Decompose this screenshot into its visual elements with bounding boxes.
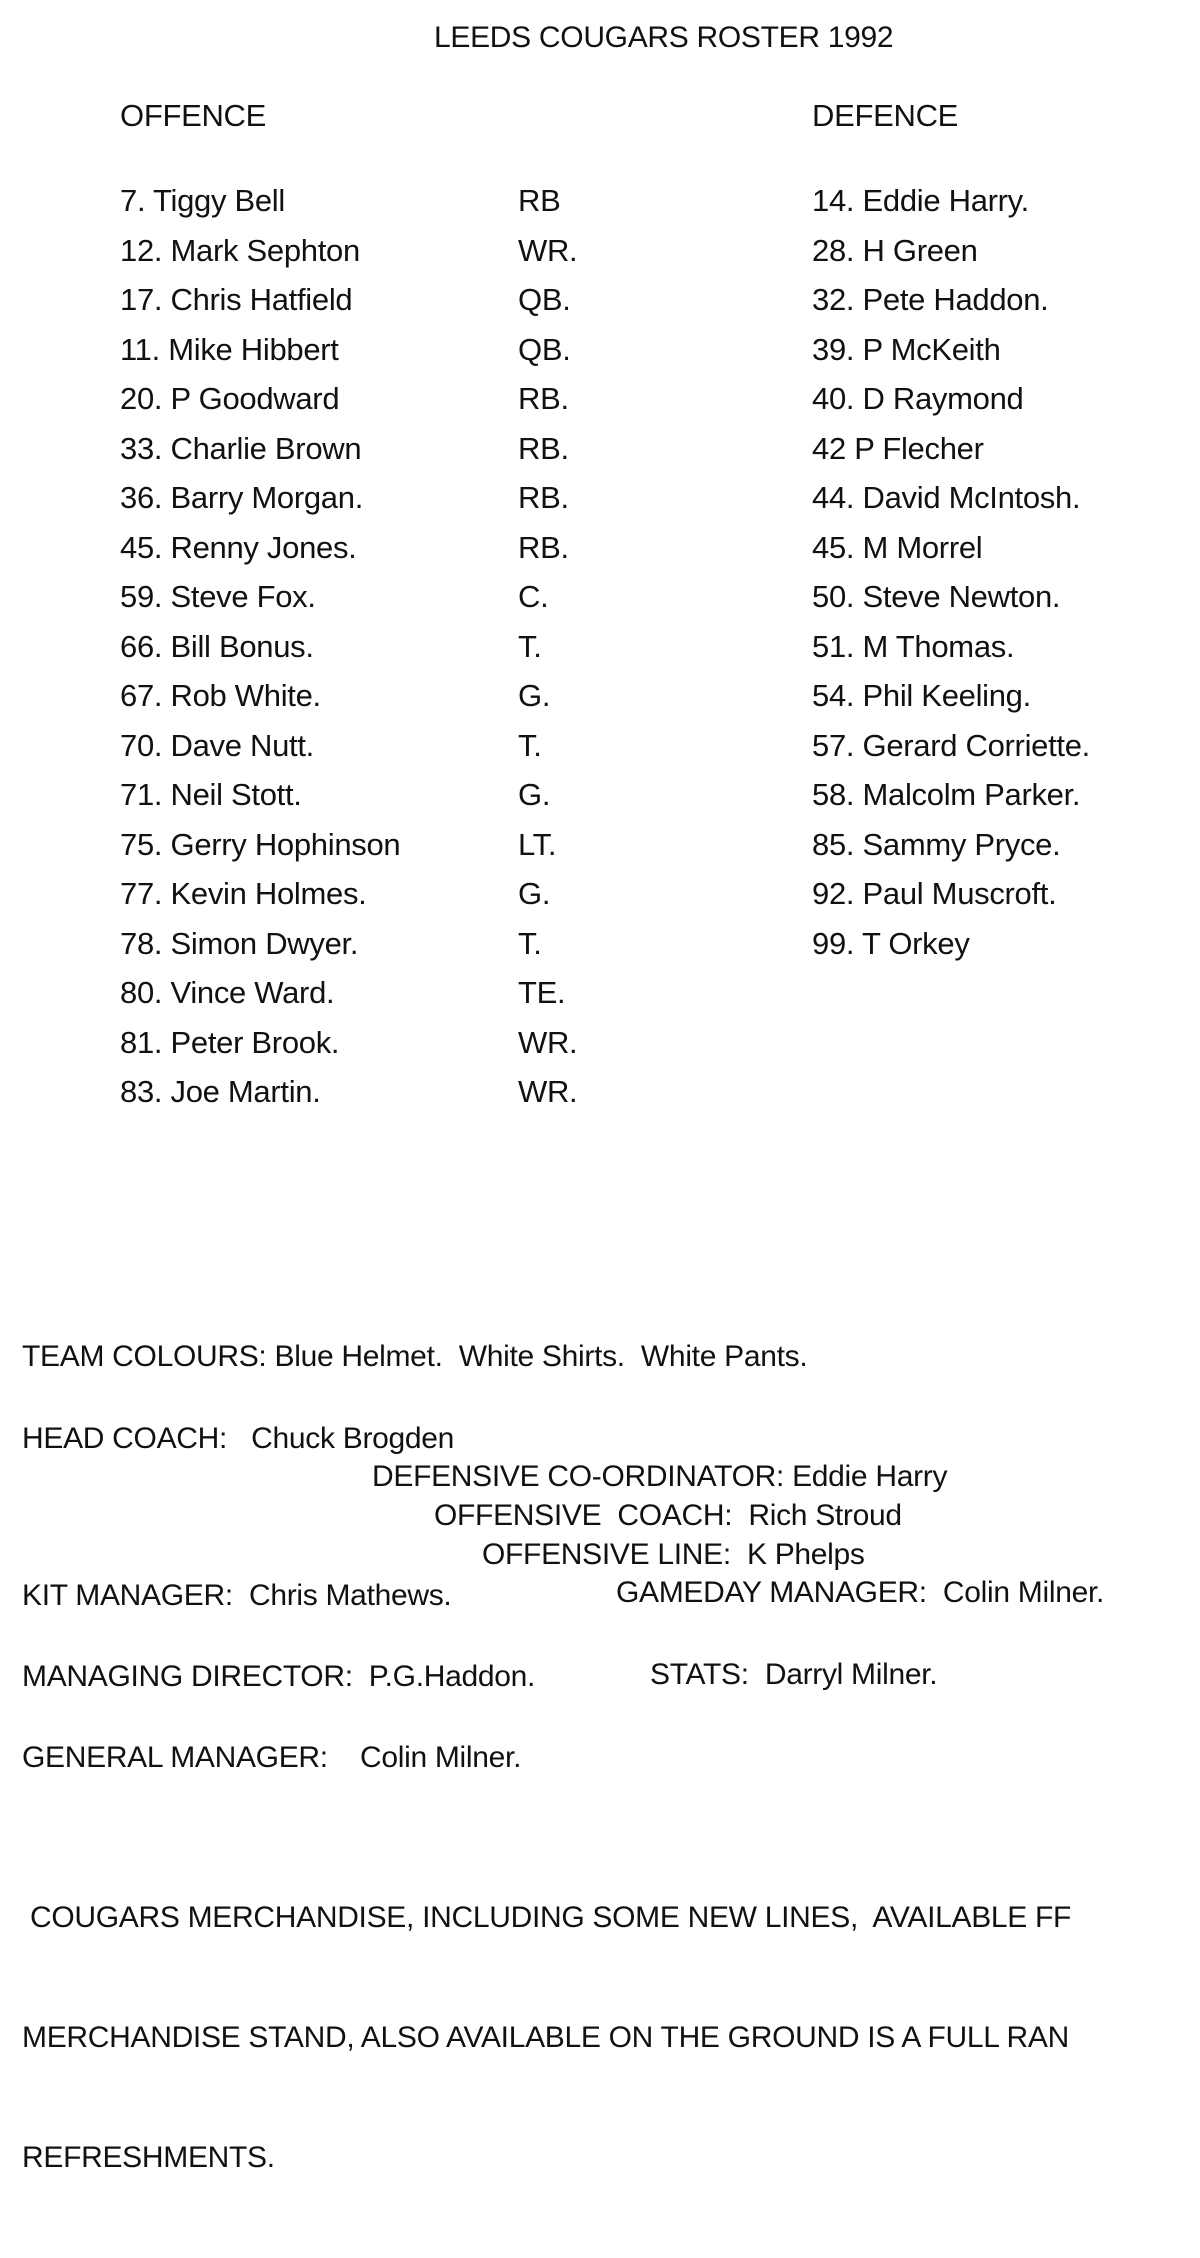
player-name: 40. D Raymond <box>812 381 1024 416</box>
player-name: 67. Rob White. <box>120 678 321 713</box>
player-position: G. <box>518 777 551 812</box>
offence-player-row <box>120 431 640 481</box>
player-position: RB. <box>518 480 569 515</box>
player-position: T. <box>518 925 542 961</box>
player-name: 78. Simon Dwyer. <box>120 925 359 961</box>
defence-player-row <box>812 233 1192 283</box>
general-manager: GENERAL MANAGER: Colin Milner. <box>22 1741 522 1774</box>
stats-staff: STATS: Darryl Milner. <box>650 1658 938 1691</box>
player-name: 7. Tiggy Bell <box>120 183 285 218</box>
player-name: 77. Kevin Holmes. <box>120 876 367 911</box>
offence-player-row <box>120 926 640 976</box>
defence-player-row <box>812 777 1192 827</box>
player-name: 32. Pete Haddon. <box>812 282 1049 317</box>
player-name: 71. Neil Stott. <box>120 777 302 812</box>
offensive-line-coach: OFFENSIVE LINE: K Phelps <box>482 1538 865 1571</box>
offence-player-row <box>120 629 640 679</box>
offence-player-row <box>120 233 640 283</box>
player-name: 58. Malcolm Parker. <box>812 777 1081 812</box>
defence-player-row <box>812 579 1192 629</box>
player-name: 14. Eddie Harry. <box>812 183 1029 218</box>
player-position: LT. <box>518 826 557 862</box>
player-position: WR. <box>518 1074 578 1109</box>
defence-player-row <box>812 629 1192 679</box>
offence-player-row <box>120 282 640 332</box>
player-name: 81. Peter Brook. <box>120 1024 340 1060</box>
defence-player-row <box>812 282 1192 332</box>
player-name: 33. Charlie Brown <box>120 430 362 466</box>
player-position: QB. <box>518 331 571 367</box>
player-name: 59. Steve Fox. <box>120 579 316 614</box>
player-position: RB. <box>518 381 569 416</box>
offence-player-row <box>120 332 640 382</box>
player-name: 50. Steve Newton. <box>812 579 1061 614</box>
player-name: 42 P Flecher <box>812 430 984 466</box>
defence-player-row <box>812 431 1192 481</box>
player-position: QB. <box>518 282 571 317</box>
offensive-coach: OFFENSIVE COACH: Rich Stroud <box>434 1499 902 1532</box>
gameday-manager: GAMEDAY MANAGER: Colin Milner. <box>616 1576 1105 1609</box>
player-name: 12. Mark Sephton <box>120 232 360 268</box>
player-name: 20. P Goodward <box>120 381 340 416</box>
player-name: 75. Gerry Hophinson <box>120 826 401 862</box>
offence-player-row <box>120 183 640 233</box>
defence-player-row <box>812 876 1192 926</box>
player-position: RB. <box>518 430 569 466</box>
offence-player-row <box>120 480 640 530</box>
defence-player-row <box>812 926 1192 976</box>
player-name: 17. Chris Hatfield <box>120 282 353 317</box>
offence-player-row <box>120 381 640 431</box>
player-position: WR. <box>518 1024 578 1060</box>
player-position: RB. <box>518 529 569 565</box>
player-position: WR. <box>518 232 578 268</box>
defence-roster <box>812 183 1192 975</box>
managing-director: MANAGING DIRECTOR: P.G.Haddon. <box>22 1660 536 1693</box>
player-name: 70. Dave Nutt. <box>120 727 314 763</box>
defence-player-row <box>812 827 1192 877</box>
merchandise-notice <box>22 1818 1072 2258</box>
offence-player-row <box>120 1074 640 1124</box>
defence-player-row <box>812 530 1192 580</box>
player-name: 44. David McIntosh. <box>812 480 1081 515</box>
player-name: 45. M Morrel <box>812 529 983 565</box>
defence-player-row <box>812 480 1192 530</box>
defence-player-row <box>812 183 1192 233</box>
player-position: RB <box>518 183 561 218</box>
merchandise-line: REFRESHMENTS. <box>22 2141 275 2174</box>
player-name: 99. T Orkey <box>812 925 970 961</box>
offence-player-row <box>120 827 640 877</box>
player-position: C. <box>518 579 549 614</box>
offence-roster <box>120 183 640 1124</box>
offence-player-row <box>120 975 640 1025</box>
merchandise-line: COUGARS MERCHANDISE, INCLUDING SOME NEW LINES, AVAILABLE FF <box>30 1901 1072 1934</box>
player-name: 45. Renny Jones. <box>120 529 357 565</box>
merchandise-line: MERCHANDISE STAND, ALSO AVAILABLE ON THE GROUND IS A FULL RAN <box>22 2021 1069 2054</box>
kit-manager: KIT MANAGER: Chris Mathews. <box>22 1579 452 1612</box>
player-name: 92. Paul Muscroft. <box>812 876 1057 911</box>
player-name: 39. P McKeith <box>812 331 1001 367</box>
player-name: 80. Vince Ward. <box>120 975 335 1010</box>
defence-heading: DEFENCE <box>812 98 959 133</box>
offence-player-row <box>120 579 640 629</box>
player-position: T. <box>518 727 542 763</box>
offence-player-row <box>120 777 640 827</box>
player-position: G. <box>518 876 551 911</box>
player-name: 54. Phil Keeling. <box>812 678 1031 713</box>
defence-player-row <box>812 728 1192 778</box>
defence-player-row <box>812 332 1192 382</box>
offence-player-row <box>120 530 640 580</box>
player-name: 36. Barry Morgan. <box>120 480 364 515</box>
page-title: LEEDS COUGARS ROSTER 1992 <box>434 21 894 54</box>
offence-player-row <box>120 728 640 778</box>
defence-player-row <box>812 381 1192 431</box>
offence-player-row <box>120 1025 640 1075</box>
defence-player-row <box>812 678 1192 728</box>
player-position: T. <box>518 628 542 664</box>
player-name: 28. H Green <box>812 232 978 268</box>
offence-player-row <box>120 678 640 728</box>
team-colours: TEAM COLOURS: Blue Helmet. White Shirts. White Pants. <box>22 1340 808 1373</box>
player-position: TE. <box>518 975 566 1010</box>
head-coach: HEAD COACH: Chuck Brogden <box>22 1422 455 1455</box>
player-position: G. <box>518 678 551 713</box>
player-name: 11. Mike Hibbert <box>120 331 339 367</box>
offence-heading: OFFENCE <box>120 98 267 133</box>
defensive-coordinator: DEFENSIVE CO-ORDINATOR: Eddie Harry <box>372 1460 948 1493</box>
player-name: 66. Bill Bonus. <box>120 628 314 664</box>
player-name: 85. Sammy Pryce. <box>812 826 1061 862</box>
offence-player-row <box>120 876 640 926</box>
player-name: 57. Gerard Corriette. <box>812 727 1090 763</box>
player-name: 83. Joe Martin. <box>120 1074 321 1109</box>
player-name: 51. M Thomas. <box>812 628 1015 664</box>
